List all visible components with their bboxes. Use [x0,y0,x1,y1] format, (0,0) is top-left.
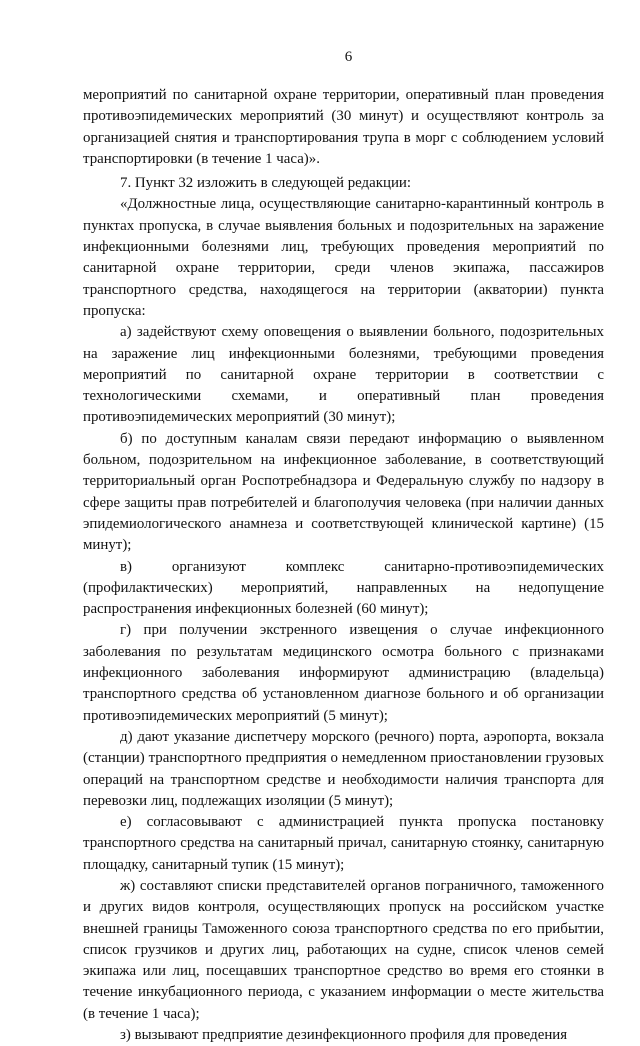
paragraph: б) по доступным каналам связи передают информацию о выявленном больном, подозрительном на инфекционное заболевание, в соответствующий территориальный орган Роспотребнадзора и Федеральную службу по надзору в сфере защиты прав потребителей и благополучия человека (при наличии данных эпидемиологического анамнеза и соответствующей клинической картине) (15 минут); [83,430,604,554]
page-number: 6 [344,49,353,65]
paragraph: ж) составляют списки представителей органов пограничного, таможенного и других видов контроля, осуществляющих пропуск на российском участке внешней границы Таможенного союза транспортного средства по его прибытии, список грузчиков и других лиц, работающих на судне, список членов семей экипажа или лиц, посещавших транспортное средство во время его стоянки в течение инкубационного периода, с указанием информации о месте жительства (в течение 1 часа); [83,877,604,1022]
paragraph: е) согласовывают с администрацией пункта пропуска постановку транспортного средства на санитарный причал, санитарную стоянку, санитарную площадку, санитарный тупик (15 минут); [83,814,604,873]
paragraph: «Должностные лица, осуществляющие санитарно-карантинный контроль в пунктах пропуска, в случае выявления больных и подозрительных на заражение инфекционными болезнями лиц, требующих проведения мероприятий по санитарной охране территории, среди членов экипажа, пассажиров транспортного средства, находящегося на территории (акватории) пункта пропуска: [83,196,604,319]
paragraph: 7. Пункт 32 изложить в следующей редакции: [120,175,412,192]
paragraph: з) вызывают предприятие дезинфекционного профиля для проведения [120,1027,568,1044]
document-body [83,85,604,1046]
paragraph: мероприятий по санитарной охране территории, оперативный план проведения противоэпидемических мероприятий (30 минут) и осуществляют контроль за организацией снятия и транспортирования трупа в морг с соблюдением условий транспортировки (в течение 1 часа)». [83,87,604,167]
paragraph: д) дают указание диспетчеру морского (речного) порта, аэропорта, вокзала (станции) транспортного предприятия о немедленном приостановлении грузовых операций на транспортном средстве и необходимости наличия транспорта для перевозки лиц, подлежащих изоляции (5 минут); [83,728,604,809]
paragraph: а) задействуют схему оповещения о выявлении больного, подозрительных на заражение лиц инфекционными болезнями, требующими проведения мероприятий по санитарной охране территории в соответствии с технологическими схемами, и оперативный план проведения противоэпидемических мероприятий (30 минут); [83,324,604,426]
paragraph: в) организуют комплекс санитарно-противоэпидемических (профилактических) мероприятий, направленных на недопущение распространения инфекционных болезней (60 минут); [83,558,604,618]
paragraph: г) при получении экстренного извещения о случае инфекционного заболевания по результатам медицинского осмотра больного с признаками инфекционного заболевания информируют администрацию (владельца) транспортного средства об установленном диагнозе больного и об организации противоэпидемических мероприятий (5 минут); [83,622,604,724]
